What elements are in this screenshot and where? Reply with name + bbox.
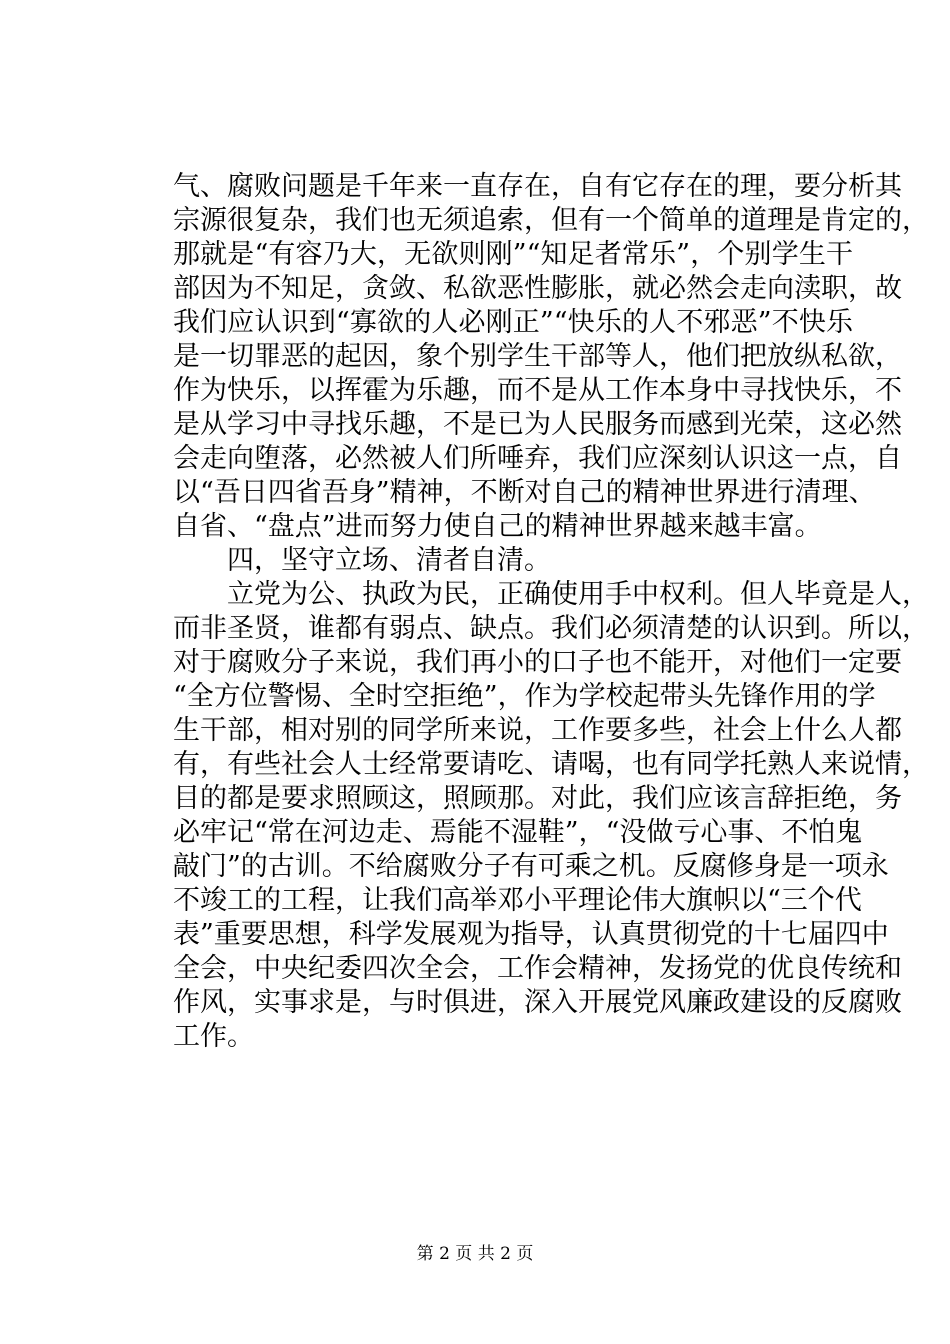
text-line: 全会，中央纪委四次全会，工作会精神，发扬党的优良传统和 (173, 953, 902, 984)
text-line: 而非圣贤，谁都有弱点、缺点。我们必须清楚的认识到。所以， (173, 613, 929, 644)
text-line: 作风，实事求是，与时俱进，深入开展党风廉政建设的反腐败 (173, 987, 902, 1018)
text-line: 我们应认识到“寡欲的人必刚正”“快乐的人不邪恶”不快乐 (173, 307, 853, 338)
text-line: 目的都是要求照顾这，照顾那。对此，我们应该言辞拒绝，务 (173, 783, 902, 814)
text-line: 作为快乐，以挥霍为乐趣，而不是从工作本身中寻找快乐，不 (173, 375, 902, 406)
text-line: 那就是“有容乃大，无欲则刚”“知足者常乐”，个别学生干 (173, 239, 853, 270)
text-line: “全方位警惕、全时空拒绝”，作为学校起带头先锋作用的学 (173, 681, 876, 712)
text-line: 工作。 (173, 1021, 254, 1052)
text-line: 对于腐败分子来说，我们再小的口子也不能开，对他们一定要 (173, 647, 902, 678)
text-line: 不竣工的工程，让我们高举邓小平理论伟大旗帜以“三个代 (173, 885, 862, 916)
text-line: 表”重要思想，科学发展观为指导，认真贯彻党的十七届四中 (173, 919, 889, 950)
text-line: 部因为不知足，贪敛、私欲恶性膨胀，就必然会走向渎职，故 (173, 273, 902, 304)
text-line: 必牢记“常在河边走、焉能不湿鞋”，“没做亏心事、不怕鬼 (173, 817, 863, 848)
text-line: 是从学习中寻找乐趣，不是已为人民服务而感到光荣，这必然 (173, 409, 902, 440)
text-line: 气、腐败问题是千年来一直存在，自有它存在的理，要分析其 (173, 171, 902, 202)
text-line: 有，有些社会人士经常要请吃、请喝，也有同学托熟人来说情， (173, 749, 929, 780)
text-line: 敲门”的古训。不给腐败分子有可乘之机。反腐修身是一项永 (173, 851, 889, 882)
text-line: 自省、“盘点”进而努力使自己的精神世界越来越丰富。 (173, 511, 822, 542)
page-footer: 第 2 页 共 2 页 (416, 1244, 534, 1264)
text-line: 生干部，相对别的同学所来说，工作要多些，社会上什么人都 (173, 715, 902, 746)
text-line: 立党为公、执政为民，正确使用手中权利。但人毕竟是人， (173, 579, 929, 610)
body-text (173, 170, 929, 1054)
text-line: 宗源很复杂，我们也无须追索，但有一个简单的道理是肯定的， (173, 205, 929, 236)
text-line: 四，坚守立场、清者自清。 (173, 545, 551, 576)
text-line: 会走向堕落，必然被人们所唾弃，我们应深刻认识这一点，自 (173, 443, 902, 474)
text-line: 以“吾日四省吾身”精神，不断对自己的精神世界进行清理、 (173, 477, 876, 508)
text-line: 是一切罪恶的起因，象个别学生干部等人，他们把放纵私欲， (173, 341, 902, 372)
